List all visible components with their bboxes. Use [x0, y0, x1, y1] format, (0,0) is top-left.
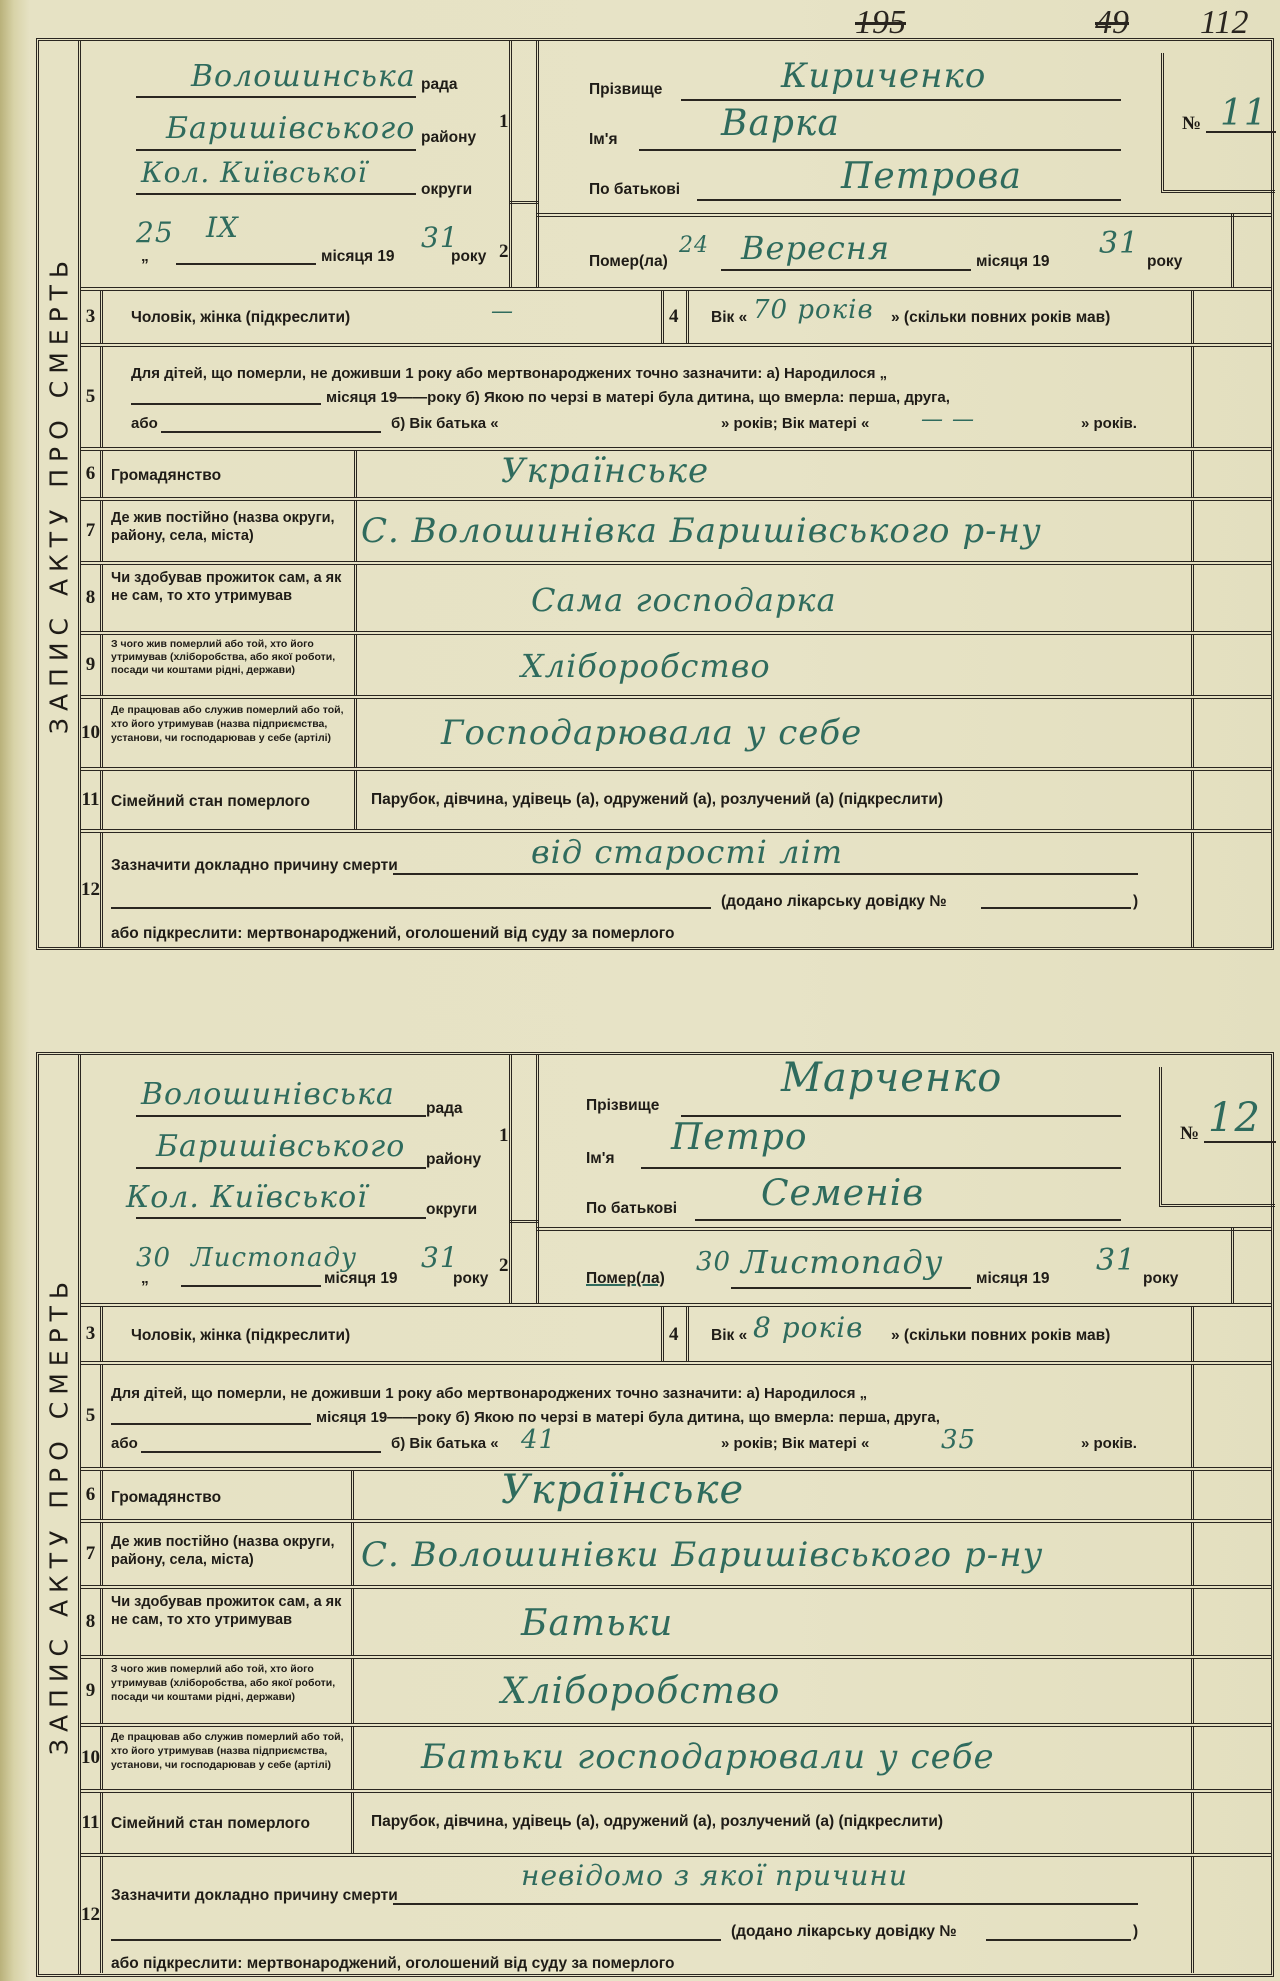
- livelihood-label: Чи здобував прожиток сам, а як не сам, то хто утримував: [111, 1594, 342, 1628]
- age-suffix: » (скільки повних років мав): [891, 1327, 1111, 1344]
- workplace-label: Де працював або служив померлий або той, хто його утримував (назва підприємства, установи, чи господарював у себе (артілі): [111, 704, 344, 744]
- record-number-label: №: [1182, 113, 1202, 134]
- cause-value: від старості літ: [531, 833, 844, 871]
- father-age-label: б) Вік батька «: [391, 415, 499, 432]
- residence-label: Де жив постійно (назва округи, району, села, міста): [111, 1534, 335, 1568]
- mother-age-value: — —: [921, 407, 975, 432]
- form-sidebar: [39, 41, 81, 947]
- age-label: Вік «: [711, 309, 748, 326]
- row-citizenship: [81, 1467, 1271, 1523]
- row-marital: [81, 1793, 1271, 1857]
- livelihood-label: Чи здобував прожиток сам, а як не сам, то хто утримував: [111, 570, 342, 604]
- row-number: 6: [85, 463, 96, 484]
- marital-options: Парубок, дівчина, удівець (а), одружений (а), розлучений (а) (підкреслити): [371, 1813, 944, 1830]
- workplace-value: Господарювала у себе: [441, 713, 863, 753]
- workplace-value: Батьки господарювали у себе: [421, 1737, 995, 1777]
- raion-value: Баришівського: [156, 1129, 406, 1164]
- children-instructions: місяця 19——року б) Якою по черзі в матері була дитина, що вмерла: перша, друга,: [326, 389, 950, 406]
- row-workplace: [81, 699, 1271, 771]
- record-number-value: 12: [1208, 1095, 1261, 1141]
- death-year-value: 31: [1096, 1243, 1137, 1278]
- row-number: 4: [669, 1324, 679, 1345]
- row-children: [81, 1365, 1271, 1471]
- age-value: 70 років: [753, 295, 874, 325]
- surname-label: Прізвище: [589, 81, 663, 98]
- row-number: 11: [81, 789, 100, 810]
- row-number: 2: [499, 1255, 509, 1276]
- mother-age-suffix: » років.: [1081, 1435, 1137, 1452]
- row-residence: [81, 1523, 1271, 1589]
- income-source-label: З чого жив померлий або той, хто його утримував (хліборобства, або якої роботи, посади чи коштами рідні, держави): [111, 1663, 336, 1703]
- folio-number: 112: [1200, 4, 1249, 41]
- row-number: 8: [85, 1611, 96, 1632]
- reg-year-value: 31: [421, 221, 459, 254]
- cause-value: невідомо з якої причини: [521, 1859, 908, 1892]
- age-value: 8 років: [753, 1311, 864, 1344]
- row-number: 12: [81, 879, 100, 900]
- reg-day-value: 30: [136, 1243, 172, 1273]
- row-citizenship: [81, 451, 1271, 501]
- row-number: 8: [85, 587, 96, 608]
- record-number-label: №: [1180, 1123, 1200, 1144]
- children-instructions: Для дітей, що померли, не доживши 1 року або мертвонароджених точно зазначити: а) Народилося „: [111, 1385, 868, 1402]
- row-income-source: [81, 635, 1271, 699]
- livelihood-value: Батьки: [521, 1603, 674, 1644]
- workplace-label: Де працював або служив померлий або той, хто його утримував (назва підприємства, установи, чи господарював у себе (артілі): [111, 1731, 344, 1771]
- row-workplace: [81, 1727, 1271, 1793]
- month-label: місяця 19: [324, 1270, 398, 1287]
- row-residence: [81, 501, 1271, 565]
- row-number: 9: [85, 1680, 96, 1701]
- row-number: 10: [81, 1747, 100, 1768]
- death-year-value: 31: [1099, 226, 1140, 261]
- header-section: 1 2 Волошинівська рада Баришівського району Кол. Київської округи „ 30 Листопаду місяця 19 31 року Прізвище Марченко Ім'я Петро По батькові Семенів № 12 Помер(ла) 30 Листопаду місяця 19 31 року: [81, 1055, 1271, 1307]
- sex-label: Чоловік, жінка (підкреслити): [131, 1327, 351, 1344]
- row-number: 12: [81, 1904, 100, 1925]
- patronymic-label: По батькові: [586, 1200, 678, 1217]
- patronymic-label: По батькові: [589, 181, 681, 198]
- stillborn-note: або підкреслити: мертвонароджений, оголошений від суду за померлого: [111, 925, 675, 942]
- death-day-value: 24: [679, 233, 709, 258]
- age-suffix: » (скільки повних років мав): [891, 309, 1111, 326]
- father-age-value: 41: [521, 1425, 557, 1455]
- children-instructions: або: [131, 415, 158, 432]
- sex-mark: —: [491, 299, 514, 324]
- reg-month-value: IX: [206, 211, 239, 244]
- row-number: 9: [85, 654, 96, 675]
- cause-label: Зазначити докладно причину смерти: [111, 1887, 398, 1904]
- med-cert-label: (додано лікарську довідку №: [731, 1923, 957, 1940]
- marital-options: Парубок, дівчина, удівець (а), одружений (а), розлучений (а) (підкреслити): [371, 791, 944, 808]
- row-sex-age: [81, 1307, 1271, 1365]
- row-cause: 12 Зазначити докладно причину смерти невідомо з якої причини (додано лікарську довідку № ) або підкреслити: мертвонароджений, оголошений від суду за померлого: [81, 1857, 1271, 1973]
- surname-value: Марченко: [781, 1055, 1003, 1101]
- death-day-value: 30: [696, 1247, 732, 1277]
- income-source-value: Хліборобство: [501, 1671, 781, 1712]
- died-label: Помер(ла): [586, 1270, 665, 1287]
- surname-value: Кириченко: [781, 56, 987, 96]
- children-instructions: Для дітей, що померли, не доживши 1 року або мертвонароджених точно зазначити: а) Народилося „: [131, 365, 888, 382]
- livelihood-value: Сама господарка: [531, 581, 837, 619]
- citizenship-value: Українське: [501, 1467, 745, 1513]
- children-instructions: або: [111, 1435, 138, 1452]
- okruga-value: Кол. Київської: [141, 156, 368, 189]
- first-name-label: Ім'я: [586, 1150, 615, 1167]
- sex-label: Чоловік, жінка (підкреслити): [131, 309, 351, 326]
- row-number: 10: [81, 722, 100, 743]
- first-name-value: Варка: [721, 103, 840, 144]
- surname-label: Прізвище: [586, 1097, 660, 1114]
- row-livelihood: [81, 1589, 1271, 1659]
- month-label: місяця 19: [321, 248, 395, 265]
- record-number-box: [1161, 53, 1275, 193]
- row-cause: 12 Зазначити докладно причину смерти від старості літ (додано лікарську довідку № ) або підкреслити: мертвонароджений, оголошений від суду за померлого: [81, 833, 1271, 947]
- row-number: 6: [85, 1484, 96, 1505]
- mother-age-label: » років; Вік матері «: [721, 415, 870, 432]
- folio-number-crossed: 195: [855, 4, 906, 41]
- row-number: 5: [85, 1405, 96, 1426]
- marital-label: Сімейний стан померлого: [111, 1815, 310, 1832]
- father-age-label: б) Вік батька «: [391, 1435, 499, 1452]
- year-label: року: [453, 1270, 489, 1287]
- form-title: ЗАПИС АКТУ ПРО СМЕРТЬ: [44, 253, 73, 735]
- folio-number-crossed: 49: [1095, 4, 1129, 41]
- mother-age-value: 35: [941, 1425, 977, 1455]
- row-marital: [81, 771, 1271, 833]
- citizenship-label: Громадянство: [111, 467, 222, 484]
- form-sidebar: [39, 1055, 81, 1974]
- first-name-value: Петро: [671, 1117, 808, 1158]
- citizenship-label: Громадянство: [111, 1489, 222, 1506]
- income-source-label: З чого жив померлий або той, хто його утримував (хліборобства, або якої роботи, посади чи коштами рідні, держави): [111, 638, 336, 676]
- row-number: 3: [85, 306, 96, 327]
- citizenship-value: Українське: [501, 451, 710, 491]
- row-number: 3: [85, 1323, 96, 1344]
- month-label: місяця 19: [976, 253, 1050, 270]
- death-record-form-12: [36, 1052, 1274, 1977]
- death-month-value: Вересня: [741, 229, 891, 267]
- row-income-source: [81, 1659, 1271, 1727]
- year-label: року: [451, 248, 487, 265]
- med-cert-label: (додано лікарську довідку №: [721, 893, 947, 910]
- death-record-form-11: [36, 38, 1274, 950]
- row-number: 11: [81, 1812, 100, 1833]
- death-month-value: Листопаду: [741, 1243, 944, 1281]
- residence-value: С. Волошинівка Баришівського р-ну: [361, 511, 1042, 551]
- patronymic-value: Петрова: [841, 156, 1022, 197]
- row-number: 7: [85, 520, 96, 541]
- year-label: року: [1147, 253, 1183, 270]
- first-name-label: Ім'я: [589, 131, 618, 148]
- row-number: 4: [669, 306, 679, 327]
- rada-value: Волошинівська: [141, 1077, 395, 1112]
- rada-label: рада: [421, 76, 458, 93]
- raion-value: Баришівського: [166, 111, 416, 146]
- stillborn-note: або підкреслити: мертвонароджений, оголошений від суду за померлого: [111, 1955, 675, 1972]
- patronymic-value: Семенів: [761, 1173, 925, 1214]
- row-number: 2: [499, 241, 509, 262]
- reg-month-value: Листопаду: [191, 1243, 358, 1273]
- record-number-value: 11: [1220, 93, 1268, 134]
- okruga-label: округи: [421, 181, 473, 198]
- okruga-value: Кол. Київської: [126, 1180, 368, 1215]
- mother-age-label: » років; Вік матері «: [721, 1435, 870, 1452]
- row-children: [81, 347, 1271, 451]
- residence-label: Де жив постійно (назва округи, району, села, міста): [111, 510, 335, 544]
- row-number: 7: [85, 1543, 96, 1564]
- marital-label: Сімейний стан померлого: [111, 793, 310, 810]
- month-label: місяця 19: [976, 1270, 1050, 1287]
- okruga-label: округи: [426, 1201, 478, 1218]
- row-number: 1: [499, 111, 509, 132]
- year-label: року: [1143, 1270, 1179, 1287]
- raion-label: району: [421, 129, 477, 146]
- income-source-value: Хліборобство: [521, 647, 771, 685]
- children-instructions: місяця 19——року б) Якою по черзі в матері була дитина, що вмерла: перша, друга,: [316, 1409, 940, 1426]
- cause-label: Зазначити докладно причину смерти: [111, 857, 398, 874]
- row-livelihood: [81, 565, 1271, 635]
- record-number-box: [1159, 1067, 1275, 1207]
- age-label: Вік «: [711, 1327, 748, 1344]
- form-title: ЗАПИС АКТУ ПРО СМЕРТЬ: [44, 1274, 73, 1755]
- row-number: 1: [499, 1125, 509, 1146]
- reg-day-value: 25: [136, 216, 174, 249]
- residence-value: С. Волошинівки Баришівського р-ну: [361, 1535, 1044, 1575]
- died-label: Помер(ла): [589, 253, 668, 270]
- reg-year-value: 31: [421, 1241, 459, 1274]
- row-sex-age: [81, 291, 1271, 347]
- raion-label: району: [426, 1151, 482, 1168]
- rada-label: рада: [426, 1100, 463, 1117]
- rada-value: Волошинська: [191, 59, 416, 94]
- row-number: 5: [85, 386, 96, 407]
- mother-age-suffix: » років.: [1081, 415, 1137, 432]
- header-section: 1 2 Волошинська рада Баришівського району Кол. Київської округи „ 25 IX місяця 19 31 року Прізвище Кириченко Ім'я Варка По батькові Петрова № 11 Помер(ла) 24 Вересня місяця 19 31 року: [81, 41, 1271, 291]
